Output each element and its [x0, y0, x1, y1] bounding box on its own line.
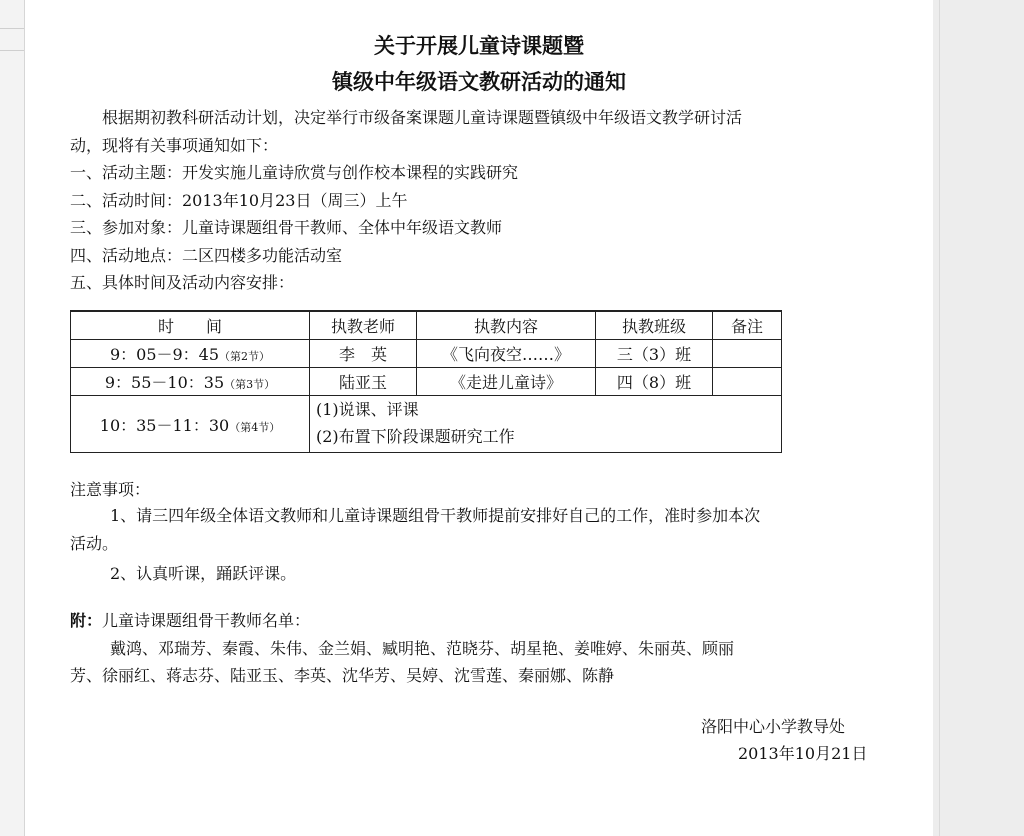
table-row [71, 368, 782, 396]
table-row [71, 396, 782, 453]
cell-merged-activities [310, 396, 782, 453]
item-schedule-heading: 五、具体时间及活动内容安排： [70, 273, 295, 292]
document-page [24, 0, 934, 836]
appendix-label: 附： [70, 611, 103, 630]
cell-time: 9：55－10：35（第3节） [71, 368, 310, 396]
margin-rule [0, 28, 24, 29]
right-workspace [933, 0, 1024, 836]
cell-content: 《走进儿童诗》 [417, 368, 596, 396]
workspace-divider [939, 0, 940, 836]
cell-time: 9：05－9：45（第2节） [71, 340, 310, 368]
names-line-1: 戴鸿、邓瑞芳、秦霞、朱伟、金兰娟、臧明艳、范晓芬、胡星艳、姜唯婷、朱丽英、顾丽 [110, 639, 735, 658]
appendix-title: 儿童诗课题组骨干教师名单： [102, 611, 311, 630]
activity-line-1: (1)说课、评课 [316, 400, 419, 419]
cell-note [713, 368, 782, 396]
cell-note [713, 340, 782, 368]
item-location: 四、活动地点：二区四楼多功能活动室 [70, 246, 343, 265]
intro-line-1: 根据期初教科研活动计划，决定举行市级备案课题儿童诗课题暨镇级中年级语文教学研讨活 [102, 108, 743, 127]
cell-teacher: 陆亚玉 [310, 368, 417, 396]
item-time: 二、活动时间：2013年10月23日（周三）上午 [70, 191, 408, 210]
signature: 洛阳中心小学教导处 [701, 717, 846, 736]
item-participants: 三、参加对象：儿童诗课题组骨干教师、全体中年级语文教师 [70, 218, 503, 237]
schedule-table [70, 310, 782, 453]
header-note: 备注 [713, 311, 782, 340]
item-theme: 一、活动主题：开发实施儿童诗欣赏与创作校本课程的实践研究 [70, 163, 519, 182]
cell-class: 三（3）班 [596, 340, 713, 368]
signature-date: 2013年10月21日 [738, 744, 868, 763]
notes-heading: 注意事项： [70, 480, 151, 499]
margin-rule [0, 50, 24, 51]
cell-time: 10：35－11：30（第4节） [71, 396, 310, 453]
intro-line-2: 动，现将有关事项通知如下： [70, 136, 279, 155]
header-time: 时 间 [71, 311, 310, 340]
left-margin [0, 0, 24, 836]
appendix [70, 608, 310, 631]
header-class: 执教班级 [596, 311, 713, 340]
note-1-line-2: 活动。 [70, 534, 119, 553]
header-teacher: 执教老师 [310, 311, 417, 340]
table-row [71, 340, 782, 368]
table-header-row [71, 311, 782, 340]
names-line-2: 芳、徐丽红、蒋志芬、陆亚玉、李英、沈华芳、吴婷、沈雪莲、秦丽娜、陈静 [70, 666, 615, 685]
title-line-1: 关于开展儿童诗课题暨 [374, 33, 584, 58]
activity-line-2: (2)布置下阶段课题研究工作 [316, 427, 515, 446]
cell-teacher: 李 英 [310, 340, 417, 368]
note-2: 2、认真听课，踊跃评课。 [110, 564, 297, 583]
header-content: 执教内容 [417, 311, 596, 340]
note-1-line-1: 1、请三四年级全体语文教师和儿童诗课题组骨干教师提前安排好自己的工作，准时参加本次 [110, 506, 761, 525]
cell-content: 《飞向夜空……》 [417, 340, 596, 368]
cell-class: 四（8）班 [596, 368, 713, 396]
title-line-2: 镇级中年级语文教研活动的通知 [332, 69, 626, 94]
